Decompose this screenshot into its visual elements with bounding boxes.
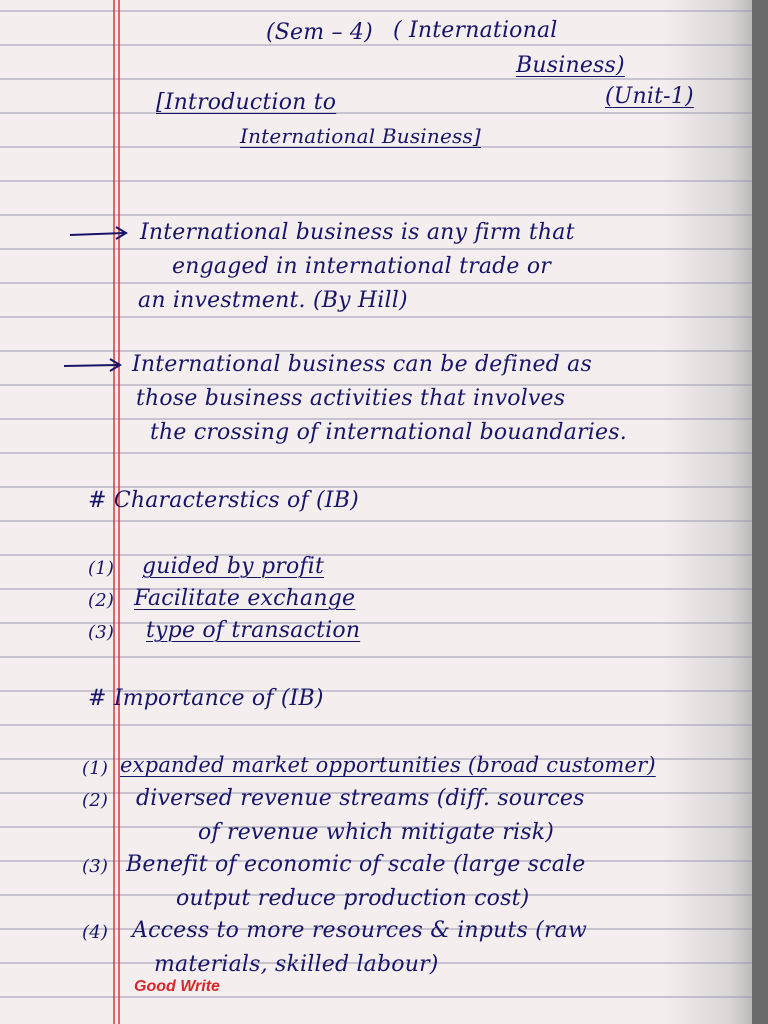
importance-2-number: (2): [82, 790, 109, 811]
importance-1-line-1: expanded market opportunities (broad customer): [120, 753, 656, 777]
importance-1-number: (1): [82, 758, 109, 779]
characteristic-2-text: Facilitate exchange: [134, 586, 356, 611]
importance-3-line-2: output reduce production cost): [176, 886, 530, 911]
subject-title-line2: Business): [516, 53, 625, 78]
importance-3-line-1: Benefit of economic of scale (large scale: [126, 852, 586, 877]
importance-4-line-1: Access to more resources & inputs (raw: [132, 918, 588, 943]
unit-label: (Unit-1): [605, 84, 694, 109]
importance-heading: # Importance of (IB): [88, 686, 324, 711]
characteristic-1-number: (1): [88, 558, 115, 579]
definition-1-line-2: engaged in international trade or: [172, 254, 551, 279]
definition-2-line-3: the crossing of international bouandaries.: [150, 420, 627, 445]
characteristic-1-text: guided by profit: [142, 554, 325, 579]
notebook-brand-logo: Good Write: [134, 978, 220, 995]
subject-title-line1: ( International: [393, 18, 558, 43]
definition-2-line-1: International business can be defined as: [132, 352, 592, 377]
importance-2-line-2: of revenue which mitigate risk): [198, 820, 555, 845]
characteristic-3-number: (3): [88, 622, 115, 643]
importance-4-line-2: materials, skilled labour): [154, 952, 439, 977]
definition-2-line-2: those business activities that involves: [136, 386, 566, 411]
importance-4-number: (4): [82, 922, 109, 943]
semester-label: (Sem – 4): [266, 20, 373, 45]
definition-1-line-3: an investment. (By Hill): [138, 288, 408, 313]
topic-title-line1: [Introduction to: [156, 90, 337, 115]
characteristic-3-text: type of transaction: [146, 618, 361, 643]
characteristics-heading: # Characterstics of (IB): [88, 488, 359, 513]
importance-3-number: (3): [82, 856, 109, 877]
characteristic-2-number: (2): [88, 590, 115, 611]
arrow-bullet-icon: [68, 225, 132, 241]
topic-title-line2: International Business]: [240, 124, 481, 148]
arrow-bullet-icon: [62, 357, 126, 373]
definition-1-line-1: International business is any firm that: [140, 220, 575, 245]
importance-2-line-1: diversed revenue streams (diff. sources: [136, 786, 585, 811]
